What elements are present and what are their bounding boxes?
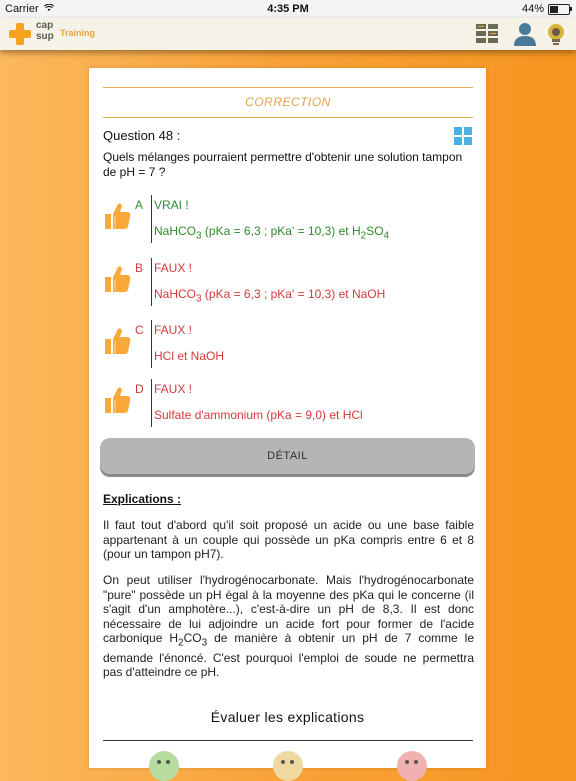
answer-text: Sulfate d'ammonium (pKa = 9,0) et HCl bbox=[154, 408, 363, 422]
explanations-title: Explications : bbox=[103, 492, 182, 506]
list-icon[interactable] bbox=[475, 22, 499, 46]
answer-letter: C bbox=[135, 323, 144, 337]
lightbulb-icon[interactable] bbox=[544, 22, 568, 46]
battery-icon bbox=[548, 4, 570, 15]
correction-card bbox=[89, 68, 486, 768]
app-header bbox=[0, 18, 576, 50]
answer-verdict: FAUX ! bbox=[154, 382, 193, 396]
thumbs-up-icon bbox=[103, 326, 131, 356]
answer-option-a bbox=[103, 195, 475, 245]
question-number: Question 48 : bbox=[103, 128, 181, 143]
answer-letter: B bbox=[135, 261, 144, 275]
logo-cross-icon[interactable] bbox=[7, 22, 33, 46]
correction-header: CORRECTION bbox=[103, 87, 473, 118]
answer-text: NaHCO$_3$ (pKa = 6,3 ; pKa' = 10,3) et $H_2SO_4$ bbox=[154, 224, 390, 242]
answer-divider bbox=[151, 258, 152, 306]
profile-icon[interactable] bbox=[513, 22, 537, 46]
explanation-paragraph-1: Il faut tout d'abord qu'il soit proposé un acide ou une base faible appartenant à un couple qui possède un pKa compris entre 6 et 8 (pour un tampon pH7). bbox=[103, 518, 474, 561]
battery-percent: 44% bbox=[521, 3, 544, 15]
evaluate-title: Évaluer les explications bbox=[210, 709, 365, 725]
status-time: 4:35 PM bbox=[267, 3, 309, 15]
logo-training-label: Training bbox=[60, 28, 96, 38]
answer-verdict: FAUX ! bbox=[154, 261, 193, 275]
divider bbox=[103, 740, 473, 741]
answer-verdict: VRAI ! bbox=[154, 198, 189, 212]
thumbs-up-icon bbox=[103, 201, 131, 231]
grid-view-icon[interactable] bbox=[454, 127, 473, 146]
answer-divider bbox=[151, 320, 152, 368]
sad-face-icon[interactable] bbox=[397, 751, 427, 781]
answer-letter: A bbox=[135, 198, 144, 212]
detail-button[interactable]: DÉTAIL bbox=[100, 438, 475, 474]
answer-letter: D bbox=[135, 382, 144, 396]
answer-option-c bbox=[103, 320, 475, 370]
answer-divider bbox=[151, 195, 152, 243]
answer-option-b bbox=[103, 258, 475, 308]
logo-text: cap sup bbox=[36, 20, 54, 42]
explanation-paragraph-2: On peut utiliser l'hydrogénocarbonate. Mais l'hydrogénocarbonate "pure" possède un pH égal à la moyenne des pKa qui le concerne (il s'agit d'un amphotère...), c'est-à-dire un pH de 8,3. Il est donc nécessaire de lui adjoindre un acide fort pour former de l'acide carbonique $H_2CO_3$ de manière à obtenir un pH de 7 comme le demande l'énoncé. C'est pourquoi l'emploi de soude ne permettra pas d'atteindre ce pH. bbox=[103, 573, 474, 680]
carrier-label: Carrier bbox=[5, 3, 54, 15]
thumbs-up-icon bbox=[103, 264, 131, 294]
answer-divider bbox=[151, 379, 152, 427]
status-bar bbox=[0, 0, 576, 18]
thumbs-up-icon bbox=[103, 385, 131, 415]
neutral-face-icon[interactable] bbox=[273, 751, 303, 781]
answer-text: HCl et NaOH bbox=[154, 349, 225, 363]
answer-verdict: FAUX ! bbox=[154, 323, 193, 337]
answer-option-d bbox=[103, 379, 475, 429]
question-text: Quels mélanges pourraient permettre d'obtenir une solution tampon de pH = 7 ? bbox=[103, 150, 463, 179]
happy-face-icon[interactable] bbox=[149, 751, 179, 781]
answer-text: NaHCO$_3$ (pKa = 6,3 ; pKa' = 10,3) et NaOH bbox=[154, 287, 386, 305]
